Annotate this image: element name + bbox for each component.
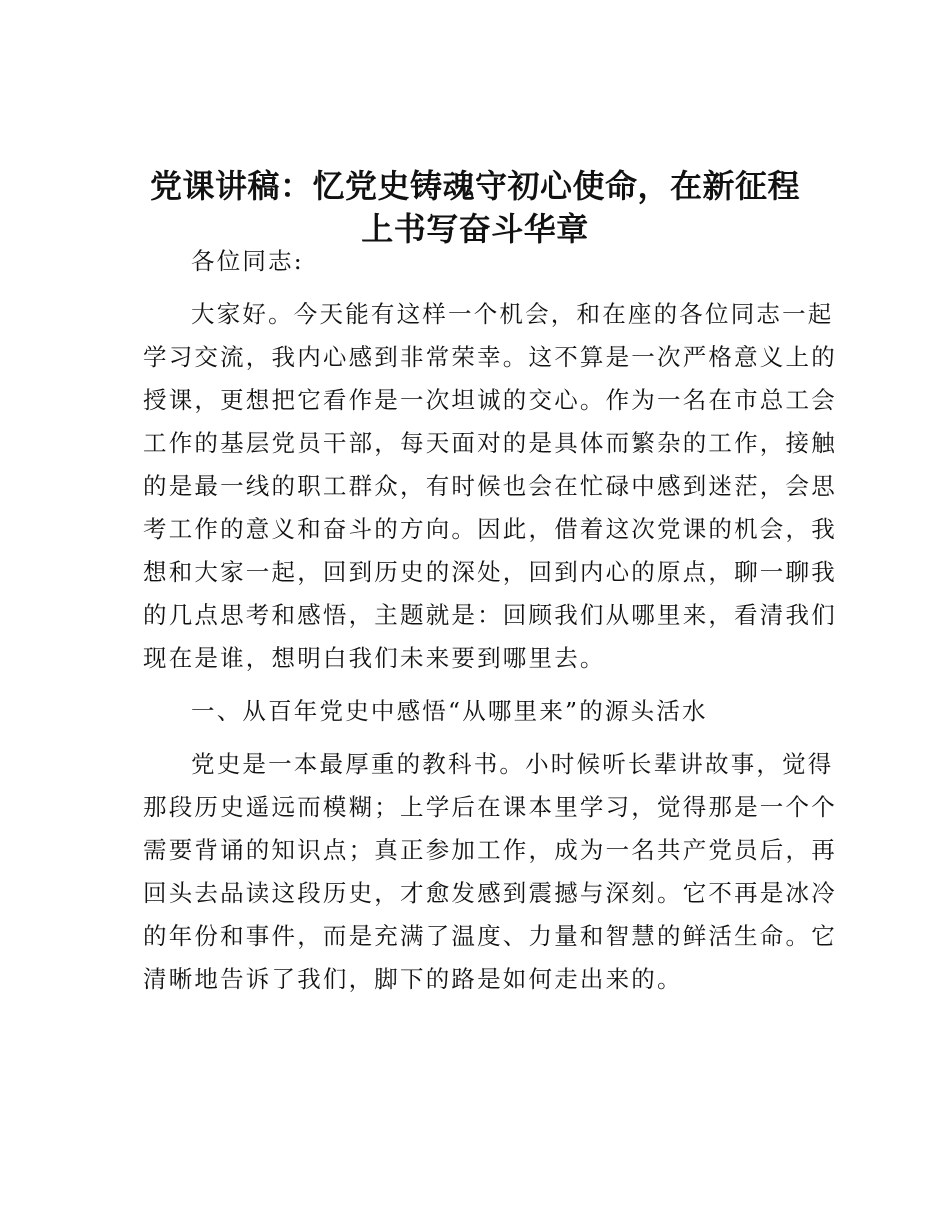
intro-line: 学习交流，我内心感到非常荣幸。这不算是一次严格意义上的 [143,343,837,371]
intro-line: 想和大家一起，回到历史的深处，回到内心的原点，聊一聊我 [143,558,837,586]
intro-line: 授课，更想把它看作是一次坦诚的交心。作为一名在市总工会 [143,386,837,414]
section-1-line: 的年份和事件，而是充满了温度、力量和智慧的鲜活生命。它 [143,922,837,950]
section-1-line: 需要背诵的知识点；真正参加工作，成为一名共产党员后，再 [143,836,837,864]
section-1-line: 那段历史遥远而模糊；上学后在课本里学习，觉得那是一个个 [143,793,837,821]
intro-line: 大家好。今天能有这样一个机会，和在座的各位同志一起 [191,300,834,328]
section-1-line: 回头去品读这段历史，才愈发感到震撼与深刻。它不再是冰冷 [143,879,837,907]
intro-line: 考工作的意义和奋斗的方向。因此，借着这次党课的机会，我 [143,515,837,543]
intro-paragraph [143,293,837,680]
section-1-heading-text: 一、从百年党史中感悟“从哪里来”的源头活水 [191,697,708,725]
intro-line: 的是最一线的职工群众，有时候也会在忙碌中感到迷茫，会思 [143,472,837,500]
document-title [110,165,840,251]
section-1-paragraph [143,743,837,1001]
intro-line: 现在是谁，想明白我们未来要到哪里去。 [143,644,606,672]
intro-line: 工作的基层党员干部，每天面对的是具体而繁杂的工作，接触 [143,429,837,457]
intro-line: 的几点思考和感悟，主题就是：回顾我们从哪里来，看清我们 [143,601,837,629]
greeting [143,240,809,283]
section-1-line: 党史是一本最厚重的教科书。小时候听长辈讲故事，觉得 [191,750,834,778]
section-1-line: 清晰地告诉了我们，脚下的路是如何走出来的。 [143,965,683,993]
section-1-heading [143,690,809,733]
document-body [143,240,837,1001]
title-line-1: 党课讲稿：忆党史铸魂守初心使命，在新征程 [149,167,800,205]
title-line-2: 上书写奋斗华章 [361,210,589,248]
greeting-text: 各位同志: [191,247,304,275]
